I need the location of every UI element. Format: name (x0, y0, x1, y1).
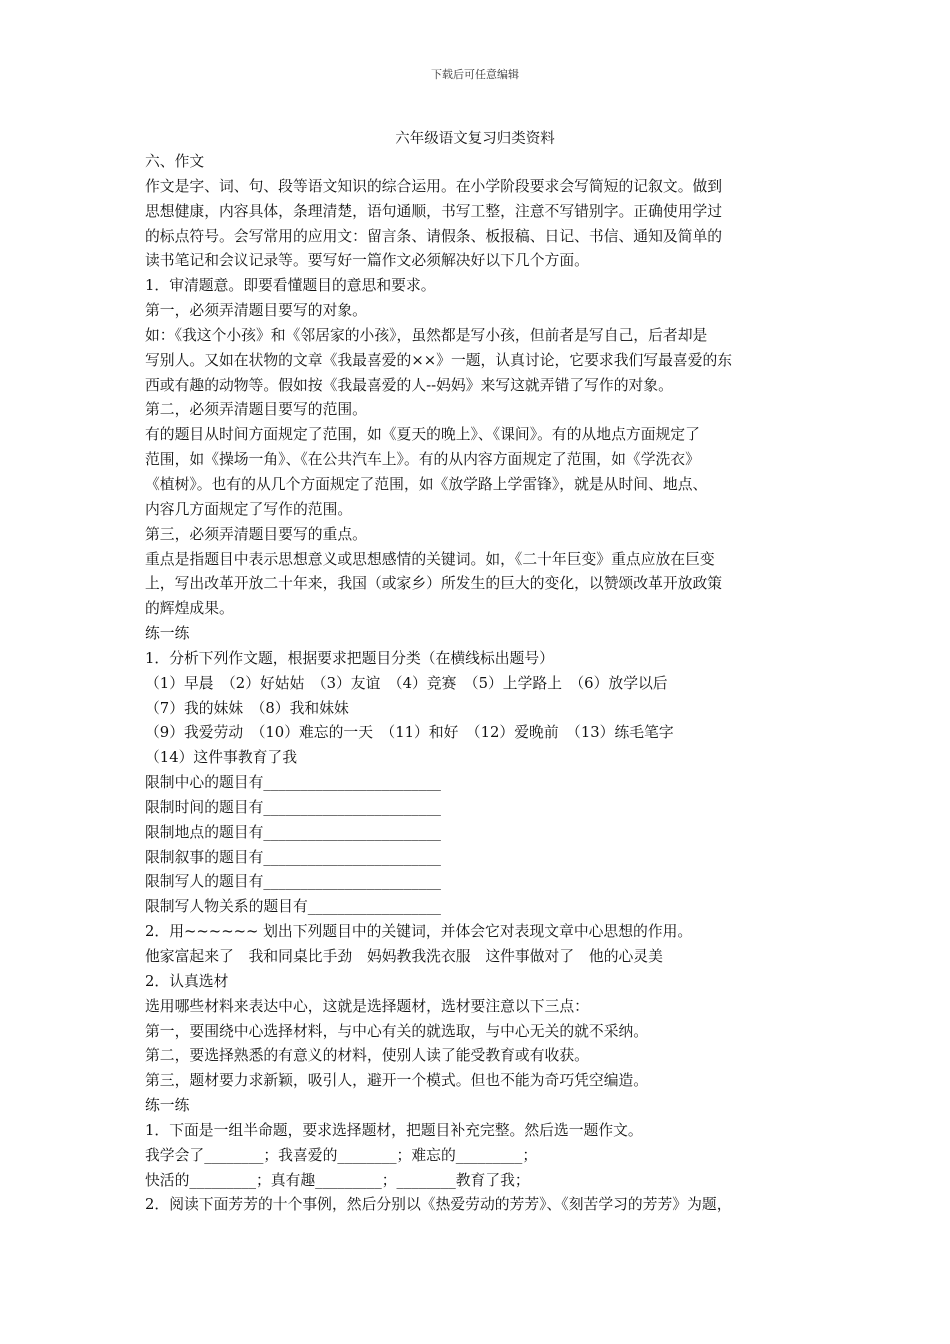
paragraph-line: 《植树》。也有的从几个方面规定了范围，如《放学路上学雷锋》，就是从时间、地点、 (145, 475, 708, 493)
exercise-question: 1．下面是一组半命题，要求选择题材，把题目补充完整。然后选一题作文。 (145, 1121, 643, 1139)
paragraph-line: 的辉煌成果。 (145, 600, 234, 618)
subsection-heading: 1．审清题意。即要看懂题目的意思和要求。 (145, 277, 436, 295)
exercise-question: 1．分析下列作文题，根据要求把题目分类（在横线标出题号） (145, 649, 554, 667)
paragraph-line: 如：《我这个小孩》和《邻居家的小孩》，虽然都是写小孩，但前者是写自己，后者却是 (145, 326, 708, 344)
paragraph-line: 第一，要围绕中心选择材料，与中心有关的就选取，与中心无关的就不采纳。 (145, 1022, 649, 1040)
paragraph-line: 上，写出改革开放二十年来，我国（或家乡）所发生的巨大的变化，以赞颂改革开放政策 (145, 575, 723, 593)
exercise-heading: 练一练 (145, 1097, 190, 1115)
fill-in-line: 我学会了________；我喜爱的________；难忘的_________； (145, 1146, 538, 1164)
document-body (145, 150, 810, 1218)
paragraph-line: 读书笔记和会议记录等。要写好一篇作文必须解决好以下几个方面。 (145, 252, 589, 270)
paragraph-line: 内容几方面规定了写作的范围。 (145, 500, 353, 518)
paragraph-line: 作文是字、词、句、段等语文知识的综合运用。在小学阶段要求会写简短的记叙文。做到 (145, 177, 723, 195)
point-heading: 第一，必须弄清题目要写的对象。 (145, 302, 367, 320)
exercise-options: （7）我的妹妹 （8）我和妹妹 (145, 699, 349, 717)
fill-in-line: 限制地点的题目有________________________ (145, 823, 441, 841)
header-note: 下载后可任意编辑 (431, 68, 519, 81)
paragraph-line: 的标点符号。会写常用的应用文：留言条、请假条、板报稿、日记、书信、通知及简单的 (145, 227, 723, 245)
point-heading: 第三，必须弄清题目要写的重点。 (145, 525, 367, 543)
section-heading: 六、作文 (145, 153, 205, 170)
exercise-question: 2．阅读下面芳芳的十个事例，然后分别以《热爱劳动的芳芳》、《刻苦学习的芳芳》为题， (145, 1196, 732, 1214)
point-heading: 第二，必须弄清题目要写的范围。 (145, 401, 367, 419)
exercise-options: （14）这件事教育了我 (145, 749, 298, 767)
paragraph-line: 重点是指题目中表示思想意义或思想感情的关键词。如，《二十年巨变》重点应放在巨变 (145, 550, 715, 568)
paragraph-line: 有的题目从时间方面规定了范围，如《夏天的晚上》、《课间》。有的从地点方面规定了 (145, 426, 700, 444)
paragraph-line: 范围，如《操场一角》、《在公共汽车上》。有的从内容方面规定了范围，如《学洗衣》 (145, 451, 700, 469)
exercise-options: 他家富起来了 我和同桌比手劲 妈妈教我洗衣服 这件事做对了 他的心灵美 (145, 948, 663, 965)
subsection-heading: 2．认真选材 (145, 972, 229, 990)
exercise-question: 2．用~~~~~~ 划出下列题目中的关键词，并体会它对表现文章中心思想的作用。 (145, 923, 693, 941)
paragraph-line: 写别人。又如在状物的文章《我最喜爱的××》一题，认真讨论，它要求我们写最喜爱的东 (145, 351, 733, 369)
paragraph-line: 思想健康，内容具体，条理清楚，语句通顺，书写工整，注意不写错别字。正确使用学过 (145, 202, 723, 220)
fill-in-line: 限制叙事的题目有________________________ (145, 848, 441, 866)
fill-in-line: 限制时间的题目有________________________ (145, 798, 441, 816)
exercise-heading: 练一练 (145, 625, 190, 643)
fill-in-line: 快活的_________；真有趣_________；________教育了我； (145, 1171, 530, 1189)
fill-in-line: 限制中心的题目有________________________ (145, 774, 441, 792)
paragraph-line: 第二，要选择熟悉的有意义的材料，使别人读了能受教育或有收获。 (145, 1047, 589, 1065)
paragraph-line: 第三，题材要力求新颖，吸引人，避开一个模式。但也不能为奇巧凭空编造。 (145, 1072, 649, 1090)
document-title: 六年级语文复习归类资料 (395, 131, 555, 147)
exercise-options: （1）早晨 （2）好姑姑 （3）友谊 （4）竞赛 （5）上学路上 （6）放学以后 (145, 674, 668, 692)
paragraph-line: 选用哪些材料来表达中心，这就是选择题材，选材要注意以下三点： (145, 997, 589, 1015)
paragraph-line: 西或有趣的动物等。假如按《我最喜爱的人--妈妈》来写这就弄错了写作的对象。 (145, 376, 673, 394)
fill-in-line: 限制写人的题目有________________________ (145, 873, 441, 891)
exercise-options: （9）我爱劳动 （10）难忘的一天 （11）和好 （12）爱晚前 （13）练毛笔字 (145, 724, 674, 742)
fill-in-line: 限制写人物关系的题目有__________________ (145, 898, 441, 916)
